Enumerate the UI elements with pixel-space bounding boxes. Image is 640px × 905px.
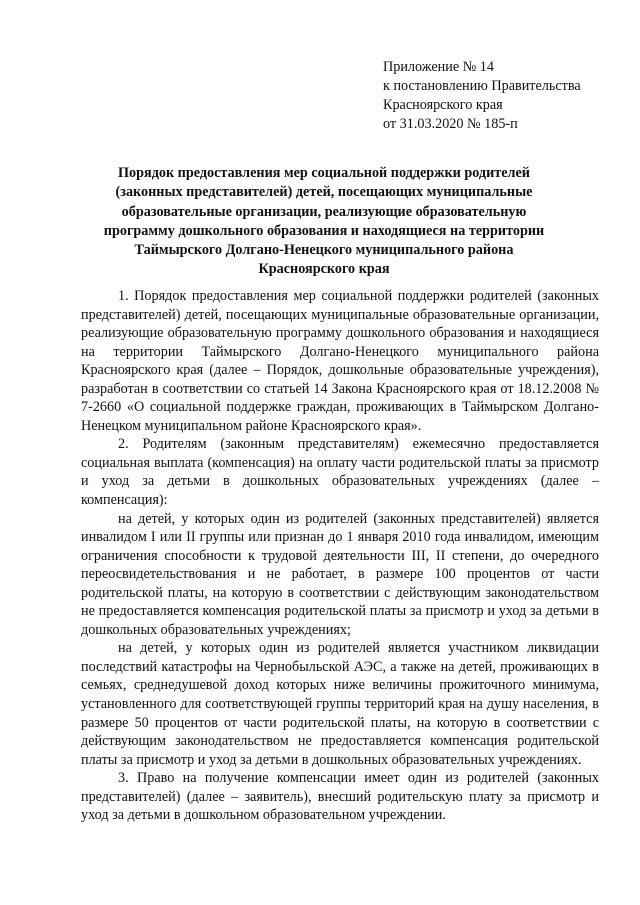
annex-date: от 31.03.2020 № 185-п xyxy=(383,116,518,132)
title-line: Порядок предоставления мер социальной поддержки родителей xyxy=(118,165,530,181)
annex-region: Красноярского края xyxy=(383,97,503,113)
title-line: Красноярского края xyxy=(258,261,390,278)
annex-number: Приложение № 14 xyxy=(383,59,494,75)
title-line: образовательные организации, реализующие образовательную xyxy=(121,203,527,220)
document-title xyxy=(70,164,578,280)
paragraph-3: 3. Право на получение компенсации имеет один из родителей (законных представителей) (далее – заявитель), внесший родительскую плату за присмотр и уход за детьми в дошкольном образовательном учреждении. xyxy=(81,770,599,824)
paragraph-2-item-2: на детей, у которых один из родителей является участником ликвидации последствий катастрофы на Чернобыльской АЭС, а также на детей, проживающих в семьях, среднедушевой доход которых ниже величины прожиточного минимума, установленного для соответствующей группы территорий края на душу населения, в размере 50 процентов от части родительской платы, на которую в соответствии с действующим законодательством не предоставляется компенсация родительской платы за присмотр и уход за детьми в дошкольных образовательных учреждениях. xyxy=(81,640,599,768)
title-line: программу дошкольного образования и находящиеся на территории xyxy=(103,222,545,239)
paragraph-1: 1. Порядок предоставления мер социальной поддержки родителей (законных представителей) детей, посещающих муниципальные образовательные организации, реализующие образовательную программу дошкольного образования и находящиеся на территории Таймырского Долгано-Ненецкого муниципального района Красноярского края (далее – Порядок, дошкольные образовательные учреждения), разработан в соответствии со статьей 14 Закона Красноярского края от 18.12.2008 № 7-2660 «О социальной поддержке граждан, проживающих в Таймырском Долгано-Ненецком муниципальном районе Красноярского края». xyxy=(81,288,599,434)
annex-header xyxy=(383,58,623,134)
paragraph-2-item-1: на детей, у которых один из родителей (законных представителей) является инвалидом I или II группы или признан до 1 января 2010 года инвалидом, имеющим ограничения способности к трудовой деятельности III, II степени, до очередного переосвидетельствования и не работает, в размере 100 процентов от части родительской платы, на которую в соответствии с действующим законодательством не предоставляется компенсация родительской платы за присмотр и уход за детьми в дошкольных образовательных учреждениях; xyxy=(81,510,599,638)
title-line: (законных представителей) детей, посещающих муниципальные xyxy=(115,184,533,201)
title-line: Таймырского Долгано-Ненецкого муниципального района xyxy=(134,242,514,259)
annex-reference: к постановлению Правительства xyxy=(383,78,581,94)
paragraph-2: 2. Родителям (законным представителям) ежемесячно предоставляется социальная выплата (компенсация) на оплату части родительской платы за присмотр и уход за детьми в дошкольных образовательных учреждениях (далее – компенсация): xyxy=(81,436,599,509)
document-body xyxy=(81,287,599,825)
